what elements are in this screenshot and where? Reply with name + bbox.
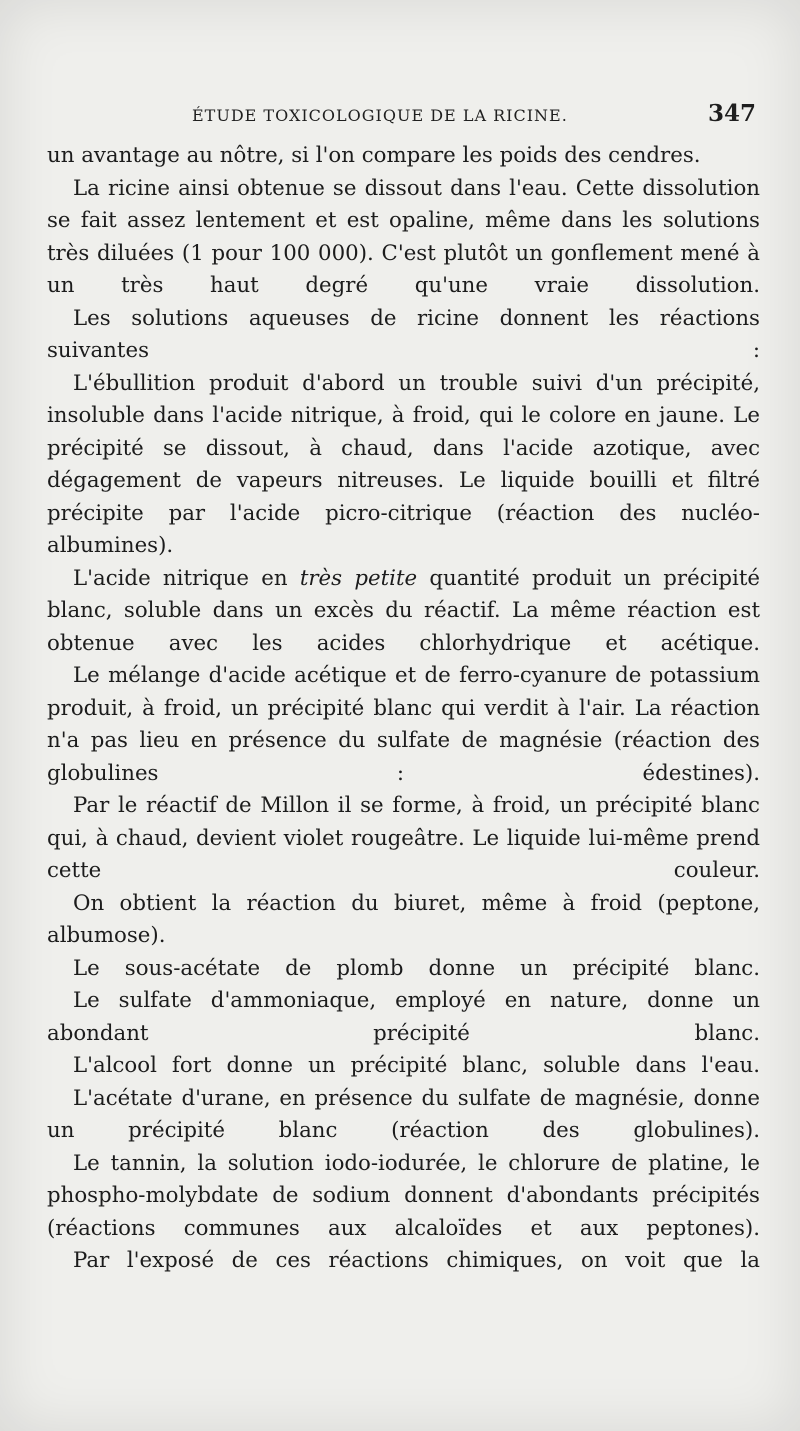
paragraph: Le mélange d'acide acétique et de ferro-cyanure de potassium produit, à froid, un précipité blanc qui verdit à l'air. La réaction n'a pas lieu en présence du sulfate de magnésie (réaction des globulines : édestines). [47, 663, 760, 786]
paragraph: Par le réactif de Millon il se forme, à froid, un précipité blanc qui, à chaud, devient violet rougeâtre. Le liquide lui-même prend cette couleur. [47, 793, 760, 883]
body-text [47, 140, 760, 1278]
paragraph: La ricine ainsi obtenue se dissout dans l'eau. Cette dissolution se fait assez lentement et est opaline, même dans les solutions très diluées (1 pour 100 000). C'est plutôt un gonflement mené à un très haut degré qu'une vraie dissolution. [47, 175, 760, 298]
paragraph: On obtient la réaction du biuret, même à froid (peptone, albumose). [47, 890, 760, 948]
paragraph: L'alcool fort donne un précipité blanc, soluble dans l'eau. [73, 1053, 760, 1078]
paragraph: L'acétate d'urane, en présence du sulfate de magnésie, donne un précipité blanc (réaction des globulines). [47, 1085, 760, 1143]
running-title: ÉTUDE TOXICOLOGIQUE DE LA RICINE. [192, 106, 568, 125]
paragraph: Le sulfate d'ammoniaque, employé en nature, donne un abondant précipité blanc. [47, 988, 760, 1046]
paragraph [47, 563, 760, 661]
page-number: 347 [707, 100, 756, 127]
paragraph-continuation: un avantage au nôtre, si l'on compare les poids des cendres. [47, 143, 701, 168]
paragraph: Les solutions aqueuses de ricine donnent les réactions suivantes : [47, 305, 760, 363]
running-header [47, 100, 760, 134]
paragraph: Par l'exposé de ces réactions chimiques, on voit que la [73, 1248, 760, 1273]
paragraph: Le tannin, la solution iodo-iodurée, le chlorure de platine, le phospho-molybdate de sodium donnent d'abondants précipités (réactions communes aux alcaloïdes et aux peptones). [47, 1150, 760, 1241]
italic-emphasis: très petite [299, 565, 418, 591]
paragraph-text: quantité produit un précipité blanc, soluble dans un excès du réactif. La même réaction est obtenue avec les acides chlorhydrique et acétique. [47, 565, 761, 656]
paragraph-text: L'acide nitrique en [73, 565, 300, 591]
paragraph: Le sous-acétate de plomb donne un précipité blanc. [73, 955, 760, 981]
paragraph: L'ébullition produit d'abord un trouble suivi d'un précipité, insoluble dans l'acide nitrique, à froid, qui le colore en jaune. Le précipité se dissout, à chaud, dans l'acide azotique, avec dégagement de vapeurs nitreuses. Le liquide bouilli et filtré précipite par l'acide picro-citrique (réaction des nucléo-albumines). [47, 370, 760, 558]
